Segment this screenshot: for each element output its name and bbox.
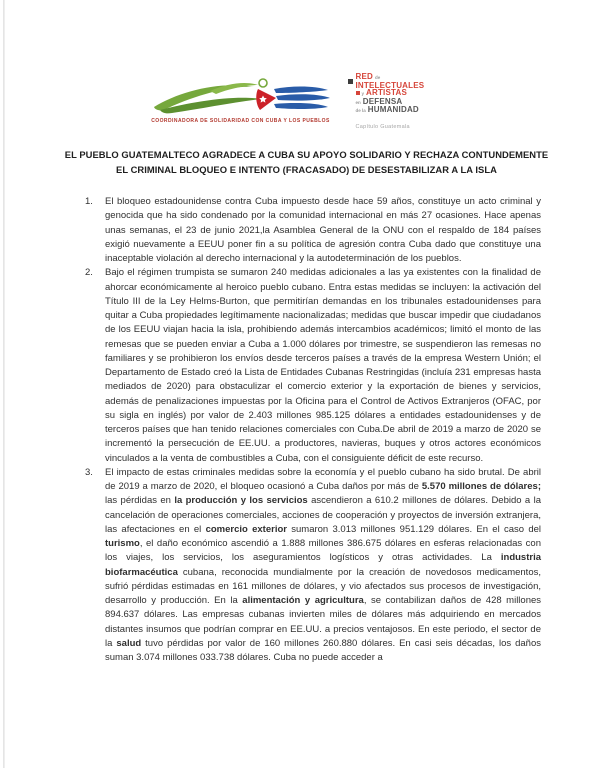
logo-line-defensa: en DEFENSA [355, 96, 403, 106]
red-intelectuales-logo [342, 73, 464, 132]
black-square-icon [348, 79, 353, 84]
list-item-2 [85, 266, 541, 466]
header-logos [0, 73, 613, 132]
logo-line-red: RED de [355, 72, 381, 81]
logo-line-artistas: y ARTISTAS [356, 89, 425, 98]
list-item-2-number: 2. [85, 267, 93, 279]
list-item-1-text: El bloqueo estadounidense contra Cuba impuesto desde hace 59 años, constituye un acto criminal y genocida que ha sido condenado por la comunidad internacional en más 27 ocasiones. Hace apenas unas semanas, el 23 de junio 2021,la Asamblea General de la ONU con el respaldo de 184 países exigió nuevamente a EEUU poner fin a su política de agresión contra Cuba dado que constituye una inaceptable violación al derecho internacional y la autodeterminación de los pueblos. [105, 196, 541, 264]
capitulo-guatemala-caption: Capítulo Guatemala [355, 123, 410, 130]
coordinadora-logo-graphic [150, 77, 332, 117]
list-item-2-text: Bajo el régimen trumpista se sumaron 240 medidas adicionales a las ya existentes con la finalidad de ahorcar económicamente al heroico pueblo cubano. Entra estas medidas se incluyen: la activación del Título III de la Ley Helms-Burton, que permitirían demandas en los tribunales estadounidenses para quitar a Cuba propiedades legítimamente nacionalizadas; medidas que buscar impedir que ciudadanos de los EEUU viajan hacia la isla, prohibiendo además intercambios académicos; limitó el monto de las remesas que se pueden enviar a Cuba a 1.000 dólares por trimestre, se suspendieron las remesas no familiares y se prohibieron los envíos desde terceros países a través de la empresa Western Unión; el Departamento de Estado creó la Lista de Entidades Cubanas Restringidas (incluía 231 empresas hasta mediados de 2020) para obstaculizar el comercio exterior y la exportación de bienes y servicios, además de penalizaciones impuestas por la Oficina para el Control de Activos Extranjeros (OFAC, por su sigla en inglés) por valor de 2.403 millones 985.125 dólares a entidades estadounidenses y de terceros países que han tenido relaciones comerciales con Cuba.De abril de 2019 a marzo de 2020 se incrementó la persecución de EE.UU. a productores, navieras, buques y otros actores económicos vinculados a la venta de combustibles a Cuba, con el consiguiente déficit de este recurso. [105, 267, 541, 464]
document-title-line2: EL CRIMINAL BLOQUEO E INTENTO (FRACASADO) DE DESESTABILIZAR A LA ISLA [116, 164, 497, 175]
list-item-3-number: 3. [85, 466, 93, 478]
logo-line-humanidad: de la HUMANIDAD [355, 105, 419, 115]
document-title-line1: EL PUEBLO GUATEMALTECO AGRADECE A CUBA SU APOYO SOLIDARIO Y RECHAZA CONTUNDEMENTE [64, 149, 549, 160]
red-square-icon [356, 91, 360, 95]
document-title [40, 147, 573, 177]
list-item-1-number: 1. [85, 196, 93, 207]
coordinadora-solidaridad-logo [150, 77, 332, 124]
list-item-3-text: El impacto de estas criminales medidas sobre la economía y el pueblo cubano ha sido brutal. De abril de 2019 a marzo de 2020, el bloqueo ocasionó a Cuba daños por más de 5.570 millones de dólares; las pérdidas en la producción y los servicios ascendieron a 610.2 millones de dólares. Debido a la cancelación de operaciones comerciales, acciones de cooperación y proyectos de inversión extranjera, las afectaciones en el comercio exterior sumaron 3.013 millones 951.129 dólares. En el caso del turismo, el daño económico ascendió a 1.888 millones 386.675 dólares en esferas relacionadas con los viajes, los servicios, los aseguramientos logísticos y otras actividades. La industria biofarmacéutica cubana, reconocida mundialmente por la creación de novedosos medicamentos, sufrió pérdidas estimadas en 161 millones de dólares, y vio afectados sus procesos de investigación, desarrollo y producción. En la alimentación y agricultura, se contabilizan daños de 428 millones 894.637 dólares. Las empresas cubanas invierten miles de dólares más adquiriendo en mercados distantes insumos que podrían comprar en EE.UU. a precios ventajosos. En este periodo, el sector de la salud tuvo pérdidas por valor de 160 millones 260.880 dólares. En casi seis décadas, los daños suman 3.074 millones 033.738 dólares. Cuba no puede acceder a [105, 466, 542, 663]
red-intelectuales-logo-text [356, 73, 425, 132]
logo-line-intelectuales: INTELECTUALES [355, 80, 425, 90]
list-item-1 [85, 195, 541, 266]
document-body [85, 195, 541, 665]
list-item-3 [85, 466, 541, 666]
coordinadora-logo-caption: COORDINADORA DE SOLIDARIDAD CON CUBA Y LOS PUEBLOS [151, 118, 330, 124]
